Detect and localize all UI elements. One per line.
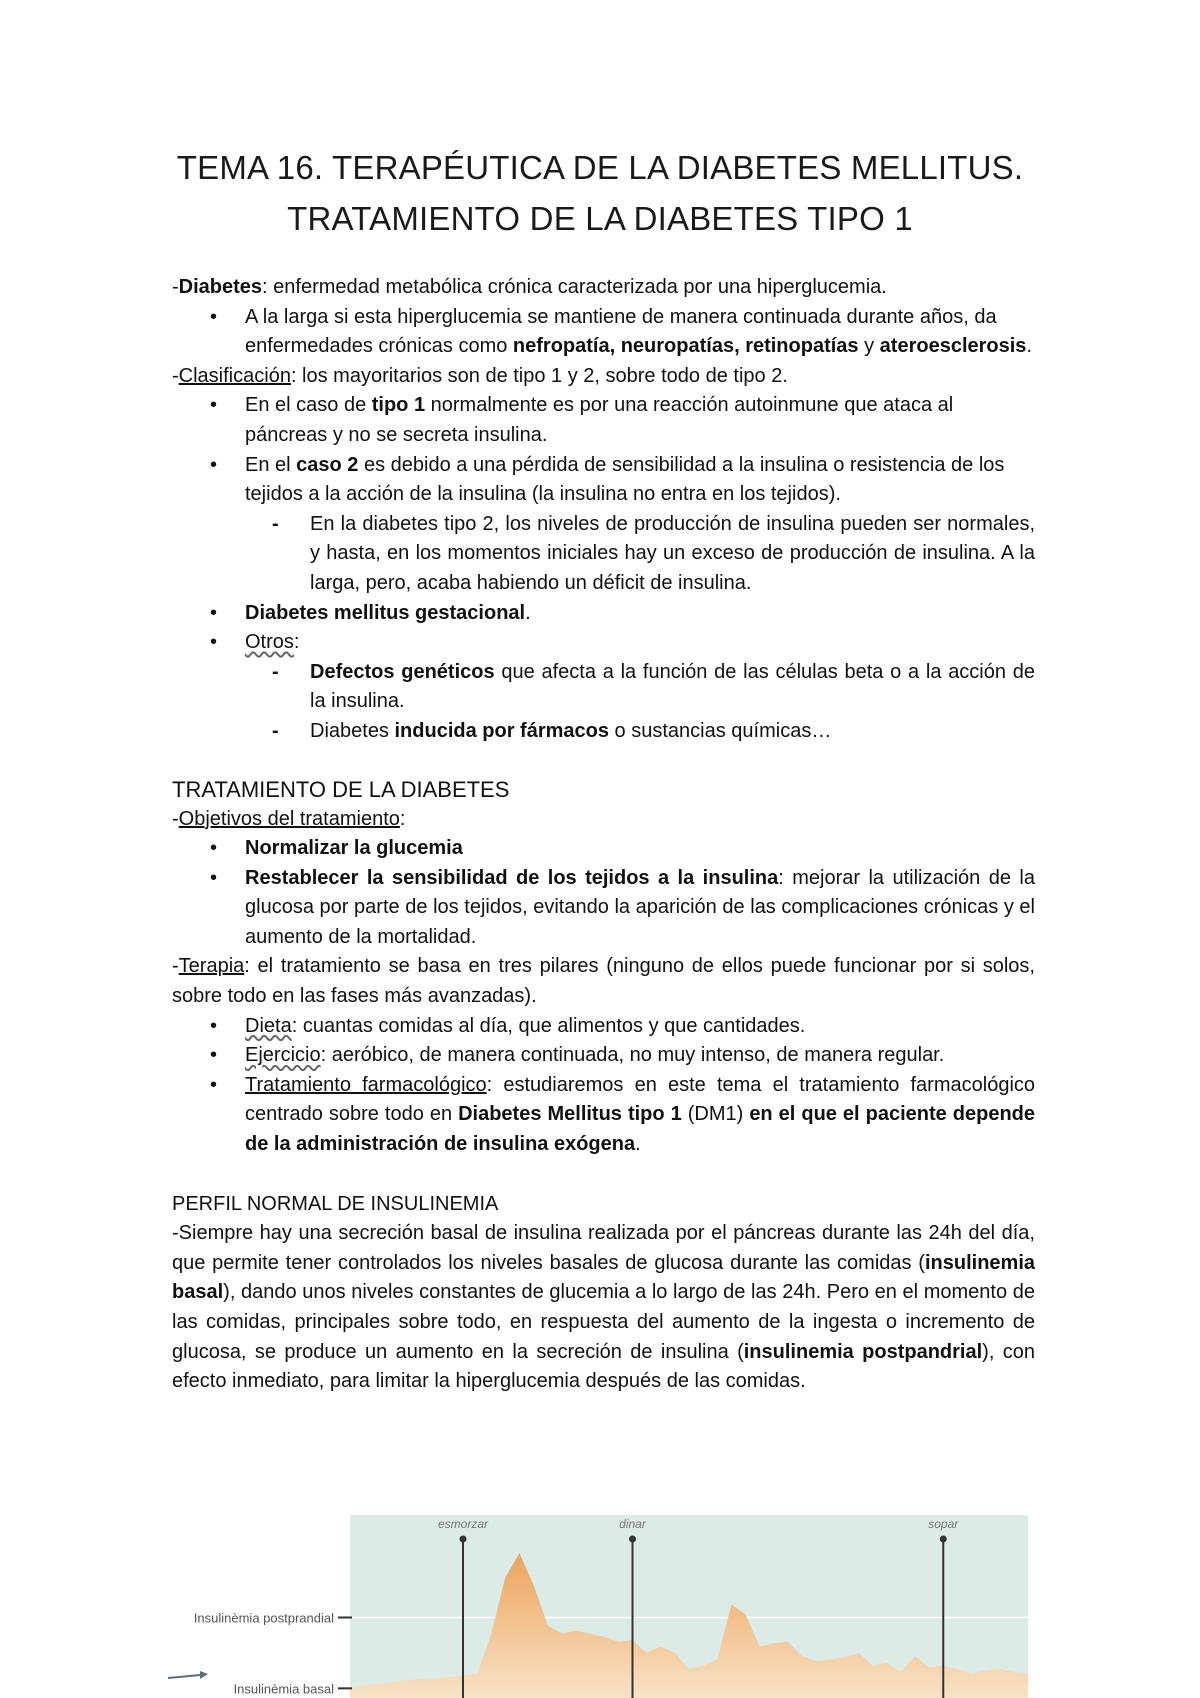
list-item: • Normalizar la glucemia [172, 834, 1035, 864]
list-item: • En el caso 2 es debido a una pérdida de sensibilidad a la insulina o resistencia de los tejidos a la acción de la insulina (la insulina no entra en los tejidos). [172, 451, 1035, 510]
document-body [172, 273, 1035, 1397]
meal-dot [629, 1536, 636, 1543]
sub-list-item: - En la diabetes tipo 2, los niveles de producción de insulina pueden ser normales, y hasta, en los momentos iniciales hay un exceso de producción de insulina. A la larga, pero, acaba habiendo un déficit de insulina. [172, 510, 1035, 599]
clasificacion-list [172, 391, 1035, 746]
sub-list-item: - Defectos genéticos que afecta a la función de las células beta o a la acción de la insulina. [172, 658, 1035, 717]
objetivos-list [172, 834, 1035, 952]
list-item: • Ejercicio: aeróbico, de manera continuada, no muy intenso, de manera regular. [172, 1041, 1035, 1071]
basal-arrow-icon [168, 1671, 208, 1679]
list-item: • Tratamiento farmacológico: estudiaremos en este tema el tratamiento farmacológico centrado sobre todo en Diabetes Mellitus tipo 1 (DM1) en el que el paciente depende de la administración de insulina exógena. [172, 1071, 1035, 1160]
terapia-list [172, 1012, 1035, 1160]
list-item: • En el caso de tipo 1 normalmente es por una reacción autoinmune que ataca al páncreas y no se secreta insulina. [172, 391, 1035, 450]
section-heading-tratamiento: TRATAMIENTO DE LA DIABETES [172, 776, 510, 802]
level-labels [194, 1611, 352, 1697]
objetivos-heading: -Objetivos del tratamiento: [172, 807, 406, 830]
list-item: • A la larga si esta hiperglucemia se mantiene de manera continuada durante años, da enfermedades crónicas como nefropatía, neuropatías, retinopatías y ateroesclerosis. [172, 303, 1035, 362]
diabetes-list [172, 303, 1035, 362]
meal-label: esmorzar [437, 1517, 489, 1531]
term-diabetes: Diabetes [178, 276, 263, 298]
list-item: • Restablecer la sensibilidad de los tejidos a la insulina: mejorar la utilización de la glucosa por parte de los tejidos, evitando la aparición de las complicaciones crónicas y el aumento de la mortalidad. [172, 864, 1035, 953]
diabetes-definition: -Diabetes: enfermedad metabólica crónica caracterizada por una hiperglucemia. [172, 276, 887, 298]
document-title [0, 142, 1200, 244]
clasificacion-definition: -Clasificación: los mayoritarios son de tipo 1 y 2, sobre todo de tipo 2. [172, 364, 788, 387]
meal-label: sopar [928, 1517, 959, 1531]
terapia-definition: -Terapia: el tratamiento se basa en tres pilares (ninguno de ellos puede funcionar por si solos, sobre todo en las fases más avanzadas). [172, 955, 1035, 1008]
meal-dot [940, 1536, 947, 1543]
level-label: Insulinèmia basal [233, 1681, 334, 1697]
list-item: • Otros: [172, 628, 1035, 658]
sub-list-item: - Diabetes inducida por fármacos o sustancias químicas… [172, 717, 1035, 747]
title-line-2: TRATAMIENTO DE LA DIABETES TIPO 1 [287, 200, 913, 237]
perfil-paragraph: -Siempre hay una secreción basal de insulina realizada por el páncreas durante las 24h del día, que permite tener controlados los niveles basales de glucosa durante las comidas (insulinemia basal), dando unos niveles constantes de glucemia a lo largo de las 24h. Pero en el momento de las comidas, principales sobre todo, en respuesta del aumento de la ingesta o incremento de glucosa, se produce un aumento en la secreción de insulina (insulinemia postpandrial), con efecto inmediato, para limitar la hiperglucemia después de las comidas. [172, 1222, 1035, 1393]
insulinemia-profile-chart [160, 1512, 1040, 1698]
meal-dot [460, 1536, 467, 1543]
list-item: • Dieta: cuantas comidas al día, que alimentos y que cantidades. [172, 1012, 1035, 1042]
section-heading-perfil: PERFIL NORMAL DE INSULINEMIA [172, 1192, 499, 1215]
list-item: • Diabetes mellitus gestacional. [172, 599, 1035, 629]
meal-label: dinar [619, 1517, 646, 1531]
level-label: Insulinèmia postprandial [193, 1610, 334, 1626]
title-line-1: TEMA 16. TERAPÉUTICA DE LA DIABETES MELLITUS. [176, 149, 1024, 186]
term-clasificacion: Clasificación [178, 364, 291, 387]
